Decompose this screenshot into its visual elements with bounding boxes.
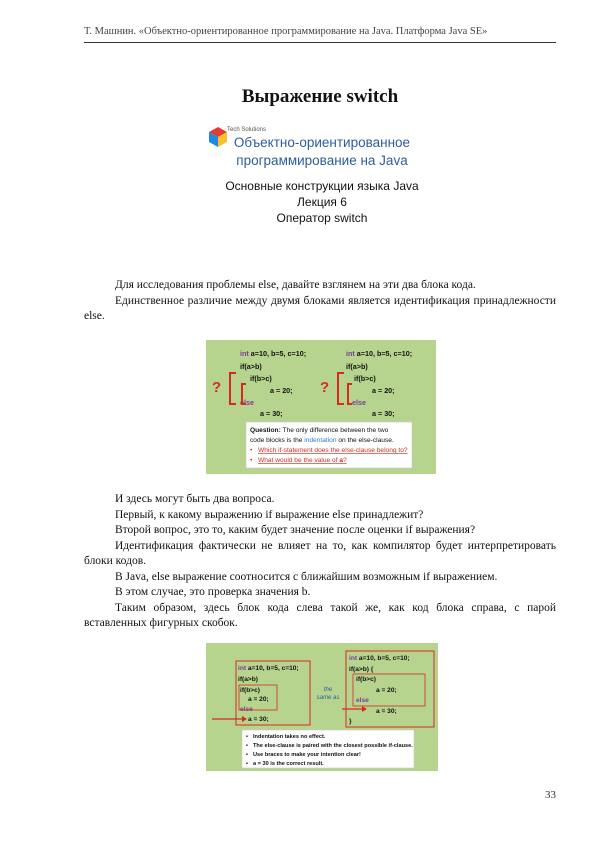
- question-bullet: •: [250, 457, 253, 464]
- takeaway-text: a = 30 is the correct result.: [253, 761, 324, 767]
- lecture-title-slide: [203, 122, 441, 228]
- figure-1-drawing: [206, 340, 436, 474]
- left-code-line: a = 30;: [248, 716, 269, 723]
- right-code-line: a = 20;: [376, 687, 397, 694]
- right-code-line: else: [352, 398, 366, 407]
- question-line-2: code blocks is the indentation on the else-clause.: [250, 437, 394, 444]
- page-number: 33: [545, 789, 556, 801]
- left-arrow-head: [242, 716, 247, 722]
- intro-paragraph: [84, 278, 556, 325]
- slide-lecture-info: Основные конструкции языка Java Лекция 6 Оператор switch: [225, 179, 419, 225]
- question-bullet: •: [250, 447, 253, 454]
- takeaway-text: Indentation takes no effect.: [253, 734, 326, 740]
- left-code-line: if(b>c): [250, 374, 272, 383]
- right-arrow-head: [362, 706, 367, 712]
- question-mark-left: ?: [212, 379, 222, 396]
- left-code-line: a = 20;: [270, 386, 293, 395]
- right-code-line: if(a>b) {: [349, 666, 374, 673]
- left-code-line: a = 30;: [260, 409, 283, 418]
- takeaway-bullet: •: [246, 734, 248, 740]
- text-line: И здесь могут быть два вопроса.: [115, 493, 275, 505]
- text-line: Таким образом, здесь блок кода слева такой же, как код блока справа, с парой вставленных фигурных скобок.: [84, 601, 556, 629]
- takeaway-text: The else-clause is paired with the closest possible if-clause.: [253, 743, 413, 749]
- logo-text: Tech Solutions: [227, 127, 267, 133]
- left-code-line: if(a>b): [240, 362, 262, 371]
- text-line: Единственное различие между двумя блоками является идентификация принадлежности else.: [84, 294, 556, 322]
- right-code-line: a = 30;: [376, 708, 397, 715]
- right-code-line: a = 20;: [372, 386, 395, 395]
- text-line: Идентификация фактически не влияет на то, как компилятор будет интерпретировать блоки кодов.: [84, 539, 556, 567]
- left-bracket-outer: [230, 373, 236, 404]
- takeaway-bullet: •: [246, 752, 248, 758]
- right-code-line: if(b>c): [356, 676, 376, 683]
- right-code-line: }: [349, 718, 352, 725]
- header-rule: [84, 42, 556, 43]
- right-code-line: int a=10, b=5, c=10;: [346, 349, 413, 358]
- left-code-line: else: [240, 706, 253, 713]
- figure-2-drawing: [206, 643, 438, 771]
- slide-course-title: Объектно-ориентированное программирование на Java: [233, 135, 411, 168]
- left-code-line: if(a>b): [238, 676, 258, 683]
- right-code-line: if(b>c): [354, 374, 376, 383]
- left-code-line: a = 20;: [248, 696, 269, 703]
- question-line-1: Question: The only difference between the two: [250, 427, 389, 434]
- takeaway-bullet: •: [246, 761, 248, 767]
- right-code-line: a = 30;: [372, 409, 395, 418]
- left-code-line: int a=10, b=5, c=10;: [238, 665, 299, 672]
- figure-braces-comparison: [206, 643, 438, 771]
- section-title: Выражение switch: [241, 86, 399, 107]
- left-code-line: else: [240, 398, 254, 407]
- left-code-line: int a=10, b=5, c=10;: [240, 349, 307, 358]
- running-head: Т. Машнин. «Объектно-ориентированное программирование на Java. Платформа Java SE»: [84, 26, 488, 37]
- left-code-line: if(b>c): [240, 687, 260, 694]
- question-mark-right: ?: [320, 379, 330, 396]
- right-code-line: else: [356, 697, 369, 704]
- text-line: В этом случае, это проверка значения b.: [115, 586, 311, 598]
- right-code-line: if(a>b): [346, 362, 368, 371]
- question-bullet-text: What would be the value of a?: [258, 457, 347, 464]
- explanation-paragraph: [84, 492, 556, 632]
- middle-label-1: the: [323, 687, 333, 693]
- takeaway-bullet: •: [246, 743, 248, 749]
- question-bullet-text: Which if-statement does the else-clause belong to?: [258, 447, 408, 454]
- text-line: Первый, к какому выражению if выражение else принадлежит?: [115, 508, 424, 521]
- figure-indentation-question: [206, 340, 436, 474]
- text-line: В Java, else выражение соотносится с ближайшим возможным if выражением.: [115, 570, 498, 583]
- right-bracket-outer: [338, 373, 344, 404]
- middle-label-2: same as: [316, 695, 340, 701]
- text-line: Для исследования проблемы else, давайте взглянем на эти два блока кода.: [115, 279, 476, 291]
- text-line: Второй вопрос, это то, каким будет значение после оценки if выражения?: [115, 524, 476, 536]
- right-code-line: int a=10, b=5, c=10;: [349, 655, 410, 662]
- takeaway-text: Use braces to make your intention clear!: [253, 752, 361, 758]
